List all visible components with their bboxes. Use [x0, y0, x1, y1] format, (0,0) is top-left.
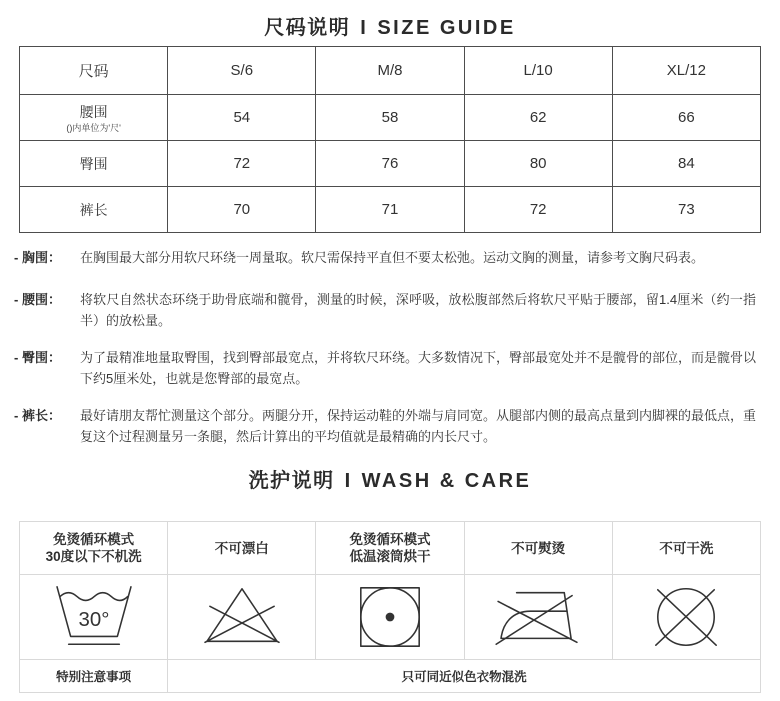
- row-label: 腰围: [79, 104, 108, 120]
- note-inseam: [14, 405, 756, 447]
- wash-icon-cell: [316, 575, 464, 660]
- title-separator: I: [360, 17, 368, 39]
- note-text: 在胸围最大部分用软尺环绕一周量取。软尺需保持平直但不要太松弛。运动文胸的测量，请参考文胸尺码表。: [80, 250, 705, 265]
- size-table-row-hip: [20, 141, 761, 187]
- size-value-cell: 70: [168, 187, 316, 233]
- wash-header-cell: [168, 522, 316, 575]
- row-sublabel: ()内单位为'尺': [66, 123, 121, 133]
- do-not-iron-icon: [486, 581, 590, 653]
- note-label: - 臀围：: [14, 350, 61, 365]
- do-not-dry-clean-icon: [634, 581, 738, 653]
- wash-icon-cell: [20, 575, 168, 660]
- size-guide-title-zh: 尺码说明: [264, 17, 351, 39]
- size-value-cell: 58: [316, 95, 464, 141]
- size-value-cell: 72: [168, 141, 316, 187]
- wash-label-line2: 30度以下不机洗: [45, 549, 142, 564]
- size-guide-title-en: SIZE GUIDE: [377, 17, 516, 39]
- size-value-cell: 71: [316, 187, 464, 233]
- size-value-cell: 76: [316, 141, 464, 187]
- note-hip: [14, 347, 756, 389]
- wash-tub-30-icon: [42, 581, 146, 653]
- size-value-cell: 72: [464, 187, 612, 233]
- wash-care-table: [19, 521, 761, 693]
- wash-label-line1: 不可漂白: [214, 540, 269, 556]
- size-header-cell: L/10: [464, 47, 612, 95]
- wash-header-row: [20, 522, 761, 575]
- wash-label-line1: 免烫循环模式: [53, 532, 135, 547]
- note-text: 最好请朋友帮忙测量这个部分。两腿分开，保持运动鞋的外端与肩同宽。从腿部内侧的最高点量到内脚裸的最低点，重复这个过程测量另一条腿，然后计算出的平均值就是最精确的内长尺寸。: [80, 408, 757, 444]
- title-separator: I: [344, 470, 352, 492]
- measurement-notes: [14, 247, 756, 447]
- size-table: [19, 46, 761, 233]
- size-value-cell: 84: [612, 141, 760, 187]
- wash-footer-row: [20, 660, 761, 693]
- wash-icon-cell: [464, 575, 612, 660]
- size-value-cell: 73: [612, 187, 760, 233]
- note-text: 为了最精准地量取臀围，找到臀部最宽点，并将软尺环绕。大多数情况下，臀部最宽处并不是髋骨的部位，而是髋骨以下约5厘米处，也就是您臀部的最宽点。: [80, 350, 757, 386]
- wash-header-cell: [464, 522, 612, 575]
- size-value-cell: 54: [168, 95, 316, 141]
- row-label-cell: [20, 187, 168, 233]
- row-label: 臀围: [79, 155, 108, 172]
- note-label: - 腰围：: [14, 292, 61, 307]
- wash-icon-cell: [612, 575, 760, 660]
- wash-header-cell: [20, 522, 168, 575]
- note-bust: [14, 247, 756, 268]
- size-table-row-length: [20, 187, 761, 233]
- size-header-cell: M/8: [316, 47, 464, 95]
- wash-icons-row: [20, 575, 761, 660]
- size-value-cell: 80: [464, 141, 612, 187]
- size-table-row-waist: [20, 95, 761, 141]
- special-notice-label-cell: 特别注意事项: [20, 660, 168, 693]
- svg-text:30°: 30°: [78, 608, 110, 631]
- wash-care-title: [0, 466, 780, 496]
- special-notice-text-cell: 只可同近似色衣物混洗: [168, 660, 761, 693]
- row-label-cell: [20, 141, 168, 187]
- size-value-cell: 66: [612, 95, 760, 141]
- note-waist: [14, 289, 756, 331]
- wash-header-cell: [316, 522, 464, 575]
- row-label: 裤长: [79, 201, 108, 218]
- wash-care-title-en: WASH & CARE: [361, 470, 532, 492]
- size-guide-title: [0, 13, 780, 43]
- wash-label-line1: 不可熨烫: [511, 540, 566, 556]
- wash-label-line2: 低温滚筒烘干: [349, 549, 431, 564]
- note-label: - 胸围：: [14, 250, 61, 265]
- wash-label-line1: 不可干洗: [659, 540, 714, 556]
- tumble-dry-low-icon: [338, 581, 442, 653]
- wash-care-title-zh: 洗护说明: [248, 470, 335, 492]
- note-text: 将软尺自然状态环绕于助骨底端和髋骨，测量的时候，深呼吸，放松腹部然后将软尺平贴于腰部，留1.4厘米（约一指半）的放松量。: [80, 292, 756, 328]
- size-table-header-row: [20, 47, 761, 95]
- size-header-cell: S/6: [168, 47, 316, 95]
- do-not-bleach-icon: [190, 581, 294, 653]
- size-header-cell: 尺码: [20, 47, 168, 95]
- wash-header-cell: [612, 522, 760, 575]
- wash-icon-cell: [168, 575, 316, 660]
- size-value-cell: 62: [464, 95, 612, 141]
- wash-label-line1: 免烫循环模式: [349, 532, 431, 547]
- size-header-cell: XL/12: [612, 47, 760, 95]
- note-label: - 裤长：: [14, 408, 61, 423]
- row-label-cell: [20, 95, 168, 141]
